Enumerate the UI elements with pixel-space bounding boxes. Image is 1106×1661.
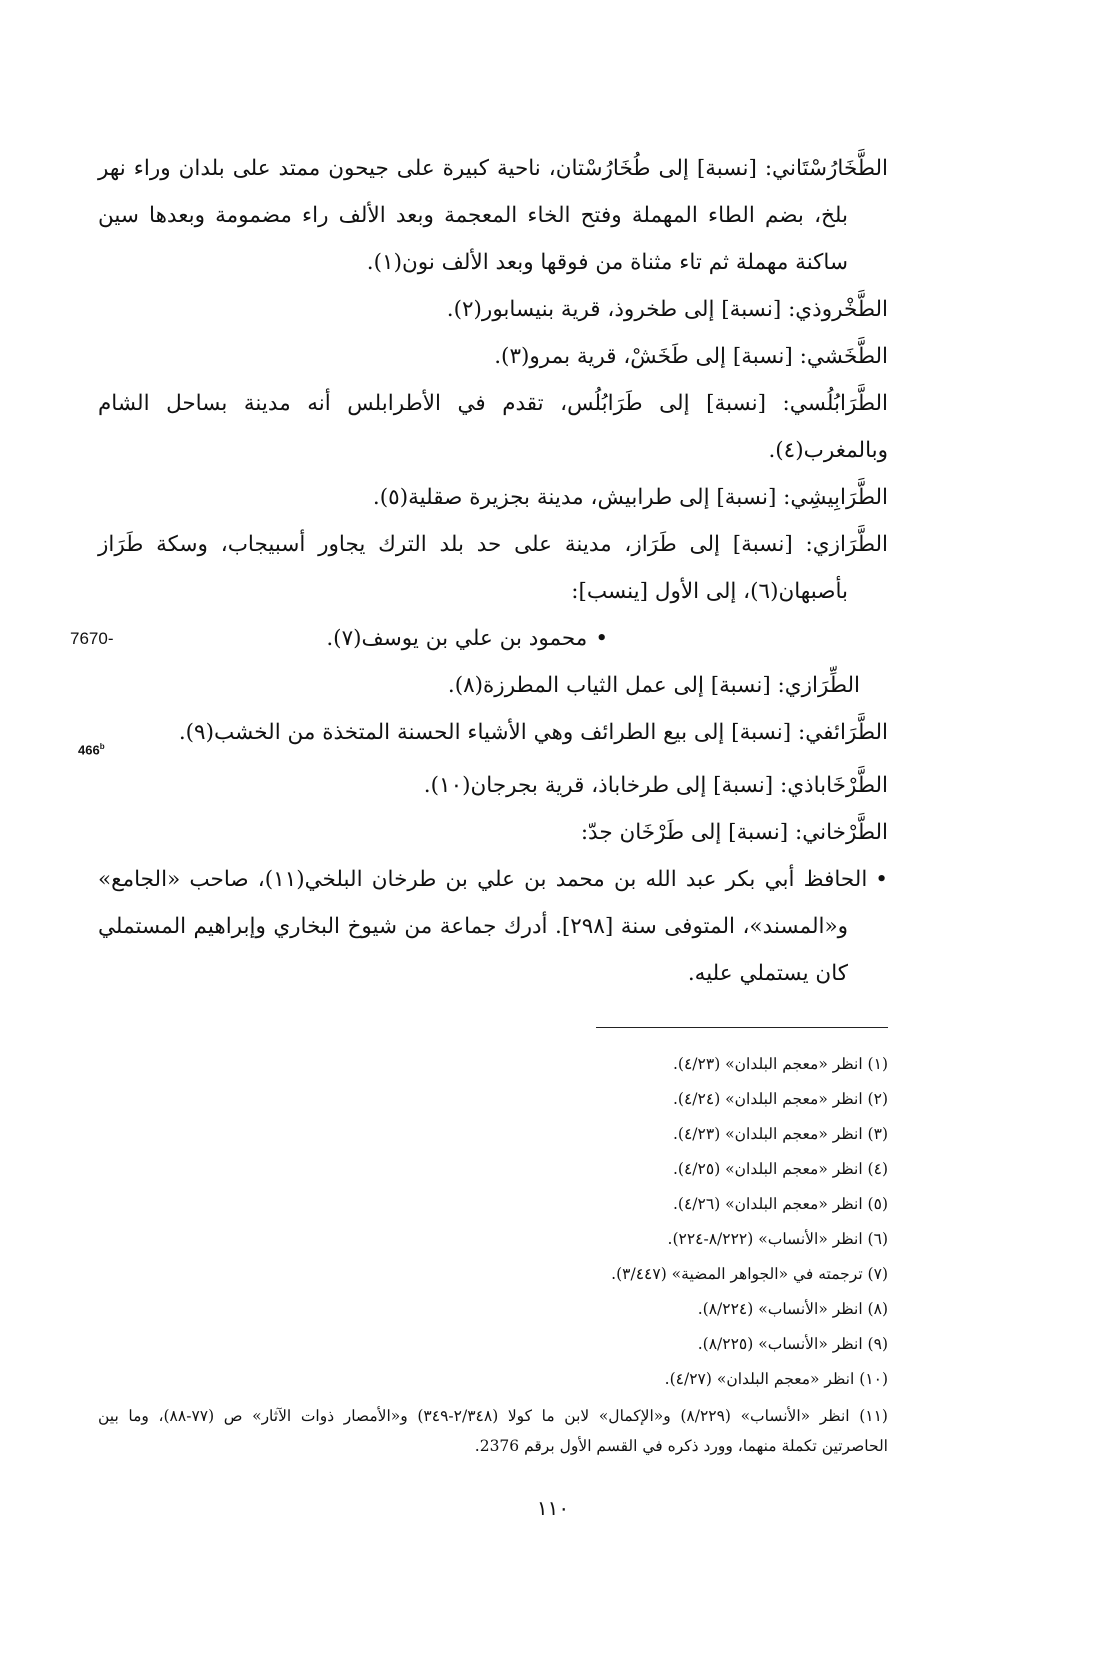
footnote-divider: [596, 1027, 888, 1028]
footnote-5: (٥) انظر «معجم البلدان» (٤/٢٦).: [673, 1195, 888, 1213]
entry-tirazi: الطِّرَازي: [نسبة] إلى عمل الثياب المطرزة(٨).: [447, 673, 860, 698]
entry-tarkhani: الطَّرْخاني: [نسبة] إلى طَرْخَان جدّ:: [580, 820, 888, 845]
margin-marker-number: 466: [78, 742, 100, 758]
entry-tukharistani: الطَّخَارُسْتَاني: [نسبة] إلى طُخَارُسْتان، ناحية كبيرة على جيحون ممتد على بلدان وراء نهر بلخ، بضم الطاء المهملة وفتح الخاء المعجمة وبعد الألف راء مضمومة وبعدها سين ساكنة مهملة ثم تاء مثناة من فوقها وبعد الألف نون(١).: [98, 156, 888, 275]
person-name: محمود بن علي بن يوسف(٧).: [326, 626, 588, 651]
entry-tukhashi: الطَّخَشي: [نسبة] إلى طَخَشْ، قرية بمرو(٣).: [494, 344, 888, 369]
entry-tukhrudhi: الطَّخْروذي: [نسبة] إلى طخروذ، قرية بنيسابور(٢).: [446, 297, 888, 322]
footnote-1: (١) انظر «معجم البلدان» (٤/٢٣).: [673, 1055, 888, 1073]
entry-tarkhabadhi: الطَّرْخَاباذي: [نسبة] إلى طرخاباذ، قرية بجرجان(١٠).: [423, 773, 888, 798]
margin-marker-row: [78, 742, 888, 762]
page-number: ١١٠: [536, 1496, 570, 1520]
person-entry-7670: [70, 615, 888, 662]
entry-tarabulusi: الطَّرَابُلُسي: [نسبة] إلى طَرَابُلُس، تقدم في الأطرابلس أنه مدينة بساحل الشام وبالمغرب(٤).: [98, 391, 888, 463]
margin-marker-suffix: b: [99, 742, 105, 751]
footnote-10: (١٠) انظر «معجم البلدان» (٤/٢٧).: [664, 1370, 888, 1388]
footnote-3: (٣) انظر «معجم البلدان» (٤/٢٣).: [673, 1125, 888, 1143]
person-description: الحافظ أبي بكر عبد الله بن محمد بن علي بن طرخان البلخي(١١)، صاحب «الجامع» و«المسند»، المتوفى سنة [٢٩٨]. أدرك جماعة من شيوخ البخاري وإبراهيم المستملي كان يستملي عليه.: [98, 867, 868, 986]
margin-marker: [78, 740, 105, 757]
entry-tarazi: الطَّرَازي: [نسبة] إلى طَرَاز، مدينة على حد بلد الترك يجاور أسبيجاب، وسكة طَرَاز بأصبهان(٦)، إلى الأول [ينسب]:: [98, 532, 888, 604]
main-text: [70, 145, 888, 997]
footnote-11: (١١) انظر «الأنساب» (٨/٢٢٩) و«الإكمال» لابن ما كولا (٢/٣٤٨-٣٤٩) و«الأمصار ذوات الآثار» ص (٧٧-٨٨)، وما بين الحاصرتين تكملة منهما، وورد ذكره في القسم الأول برقم 2376.: [98, 1407, 888, 1455]
footnote-9: (٩) انظر «الأنساب» (٨/٢٢٥).: [697, 1335, 888, 1353]
person-index-number: 7670-: [70, 629, 114, 648]
footnote-7: (٧) ترجمته في «الجواهر المضية» (٣/٤٤٧).: [611, 1265, 888, 1283]
bullet-icon: •: [875, 867, 888, 892]
entry-tarabishi: الطَّرَابِيشِي: [نسبة] إلى طرابيش، مدينة بجزيرة صقلية(٥).: [372, 485, 888, 510]
footnote-6: (٦) انظر «الأنساب» (٨/٢٢٢-٢٢٤).: [667, 1230, 888, 1248]
bullet-icon: •: [595, 626, 608, 651]
entry-tara-ifi: الطَّرَائفي: [نسبة] إلى بيع الطرائف وهي الأشياء الحسنة المتخذة من الخشب(٩).: [178, 720, 888, 745]
footnote-2: (٢) انظر «معجم البلدان» (٤/٢٤).: [673, 1090, 888, 1108]
person-entry-tarkhan: [98, 856, 888, 997]
footnote-4: (٤) انظر «معجم البلدان» (٤/٢٥).: [673, 1160, 888, 1178]
footnotes: [98, 1047, 888, 1461]
footnote-8: (٨) انظر «الأنساب» (٨/٢٢٤).: [697, 1300, 888, 1318]
